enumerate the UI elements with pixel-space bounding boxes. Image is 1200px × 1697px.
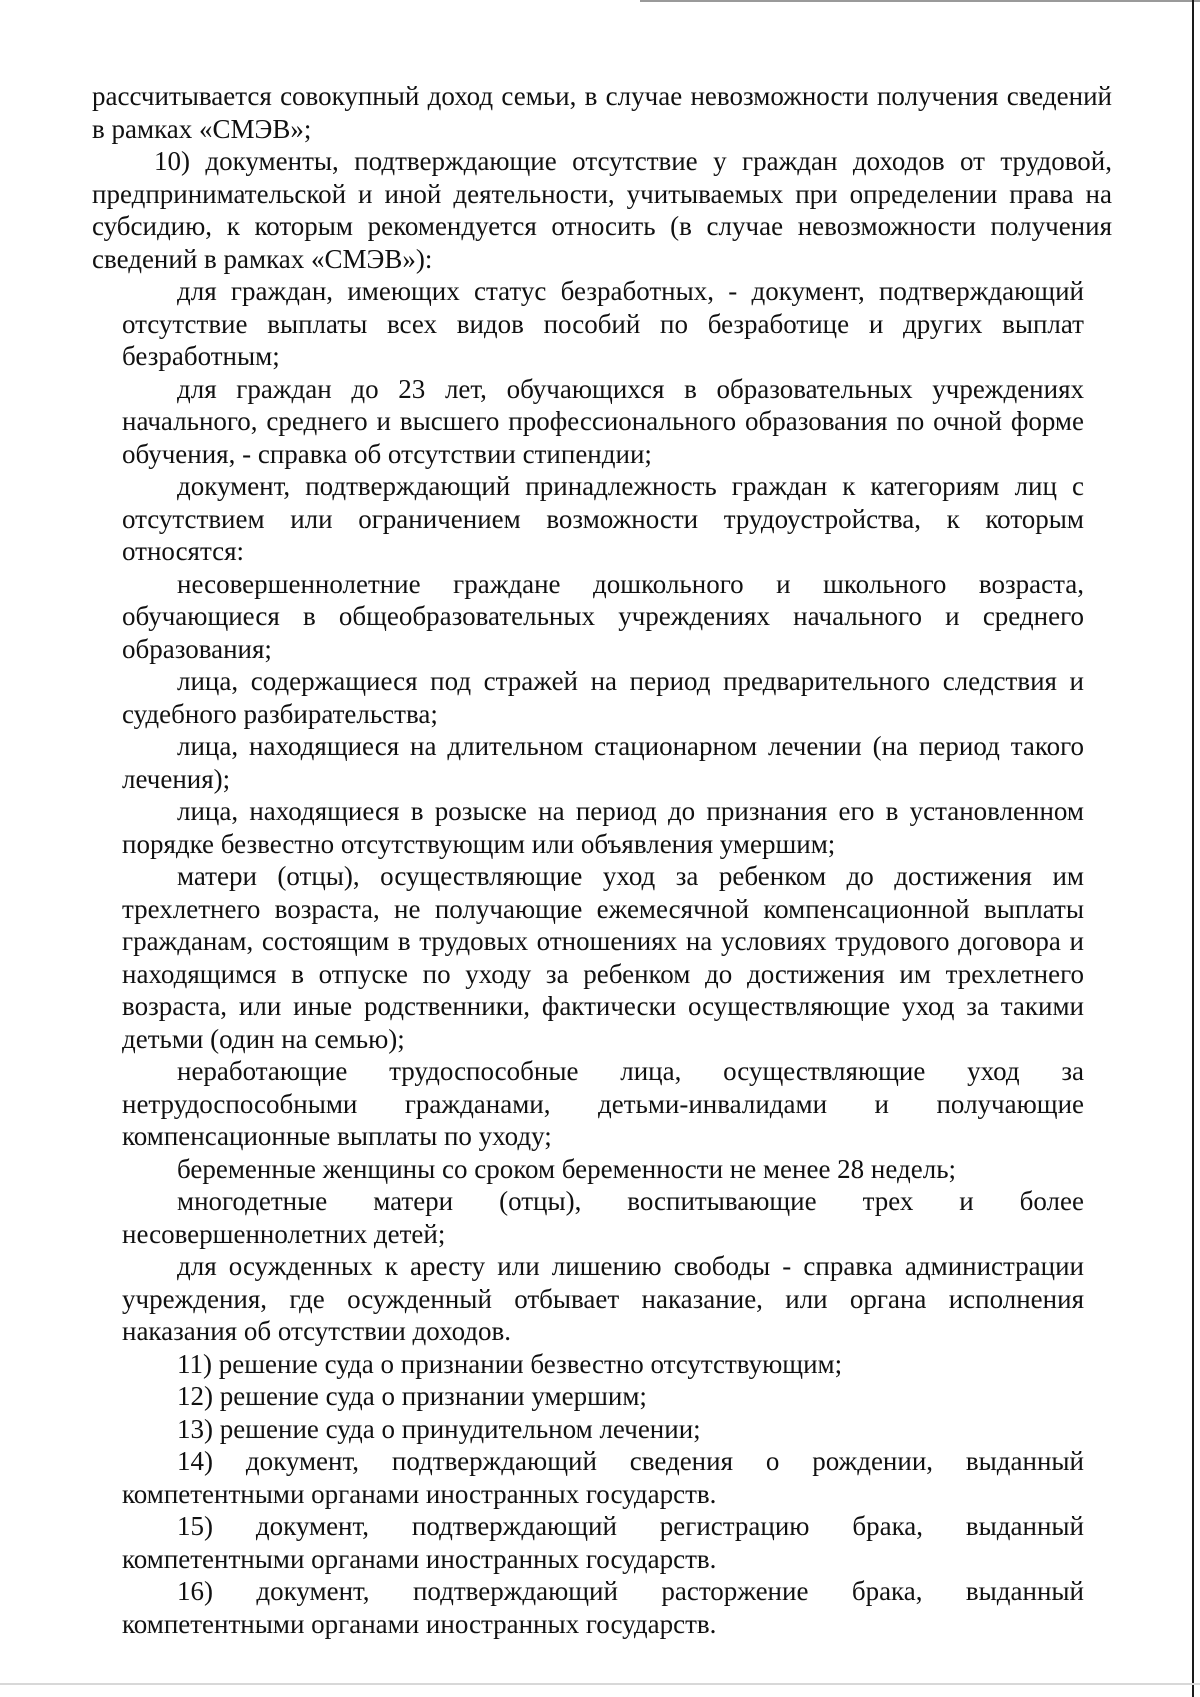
paragraph-parents: матери (отцы), осуществляющие уход за ребенком до достижения им трехлетнего возраста, не получающие ежемесячной компенсационной выплаты гражданам, состоящим в трудовых отношениях на условиях трудового договора и находящимся в отпуске по уходу за ребенком до достижения им трехлетнего возраста, или иные родственники, фактически осуществляющие уход за такими детьми (один на семью); <box>122 861 1084 1054</box>
paragraph-convicted: для осужденных к аресту или лишению свободы - справка администрации учреждения, где осужденный отбывает наказание, или органа исполнения наказания об отсутствии доходов. <box>122 1251 1084 1346</box>
paragraph-large-families: многодетные матери (отцы), воспитывающие трех и более несовершеннолетних детей; <box>122 1186 1084 1249</box>
scan-edge-bottom <box>0 1683 1200 1685</box>
paragraph-wanted: лица, находящиеся в розыске на период до признания его в установленном порядке безвестно отсутствующим или объявления умершим; <box>122 796 1084 859</box>
paragraph-item-13: 13) решение суда о принудительном лечении; <box>177 1413 701 1444</box>
paragraph-item-15: 15) документ, подтверждающий регистрацию брака, выданный компетентными органами иностранных государств. <box>122 1511 1084 1574</box>
paragraph-item-10: 10) документы, подтверждающие отсутствие у граждан доходов от трудовой, предпринимательской и иной деятельности, учитываемых при определении права на субсидию, к которым рекомендуется относить (в случае невозможности получения сведений в рамках «СМЭВ»): <box>92 146 1112 274</box>
paragraph-item-16: 16) документ, подтверждающий расторжение брака, выданный компетентными органами иностранных государств. <box>122 1576 1084 1639</box>
paragraph-unemployed: для граждан, имеющих статус безработных, - документ, подтверждающий отсутствие выплаты всех видов пособий по безработице и других выплат безработным; <box>122 276 1084 371</box>
paragraph-item-11: 11) решение суда о признании безвестно отсутствующим; <box>177 1348 843 1379</box>
document-page <box>92 80 1112 1640</box>
paragraph-pregnant: беременные женщины со сроком беременности не менее 28 недель; <box>177 1153 957 1184</box>
paragraph-custody: лица, содержащиеся под стражей на период предварительного следствия и судебного разбирательства; <box>122 666 1084 729</box>
scan-edge-top <box>640 0 1200 2</box>
paragraph-categories: документ, подтверждающий принадлежность граждан к категориям лиц с отсутствием или ограничением возможности трудоустройства, к которым относятся: <box>122 471 1084 566</box>
paragraph-income-continuation: рассчитывается совокупный доход семьи, в случае невозможности получения сведений в рамках «СМЭВ»; <box>92 81 1112 144</box>
paragraph-students: для граждан до 23 лет, обучающихся в образовательных учреждениях начального, среднего и высшего профессионального образования по очной форме обучения, - справка об отсутствии стипендии; <box>122 373 1084 469</box>
paragraph-item-14: 14) документ, подтверждающий сведения о рождении, выданный компетентными органами иностранных государств. <box>122 1446 1084 1509</box>
paragraph-caregivers: неработающие трудоспособные лица, осуществляющие уход за нетрудоспособными гражданами, детьми-инвалидами и получающие компенсационные выплаты по уходу; <box>122 1056 1084 1151</box>
paragraph-treatment: лица, находящиеся на длительном стационарном лечении (на период такого лечения); <box>122 731 1084 794</box>
paragraph-item-12: 12) решение суда о признании умершим; <box>177 1381 647 1411</box>
scan-edge-right <box>1192 0 1194 1697</box>
paragraph-minors: несовершеннолетние граждане дошкольного и школьного возраста, обучающиеся в общеобразовательных учреждениях начального и среднего образования; <box>122 568 1084 664</box>
